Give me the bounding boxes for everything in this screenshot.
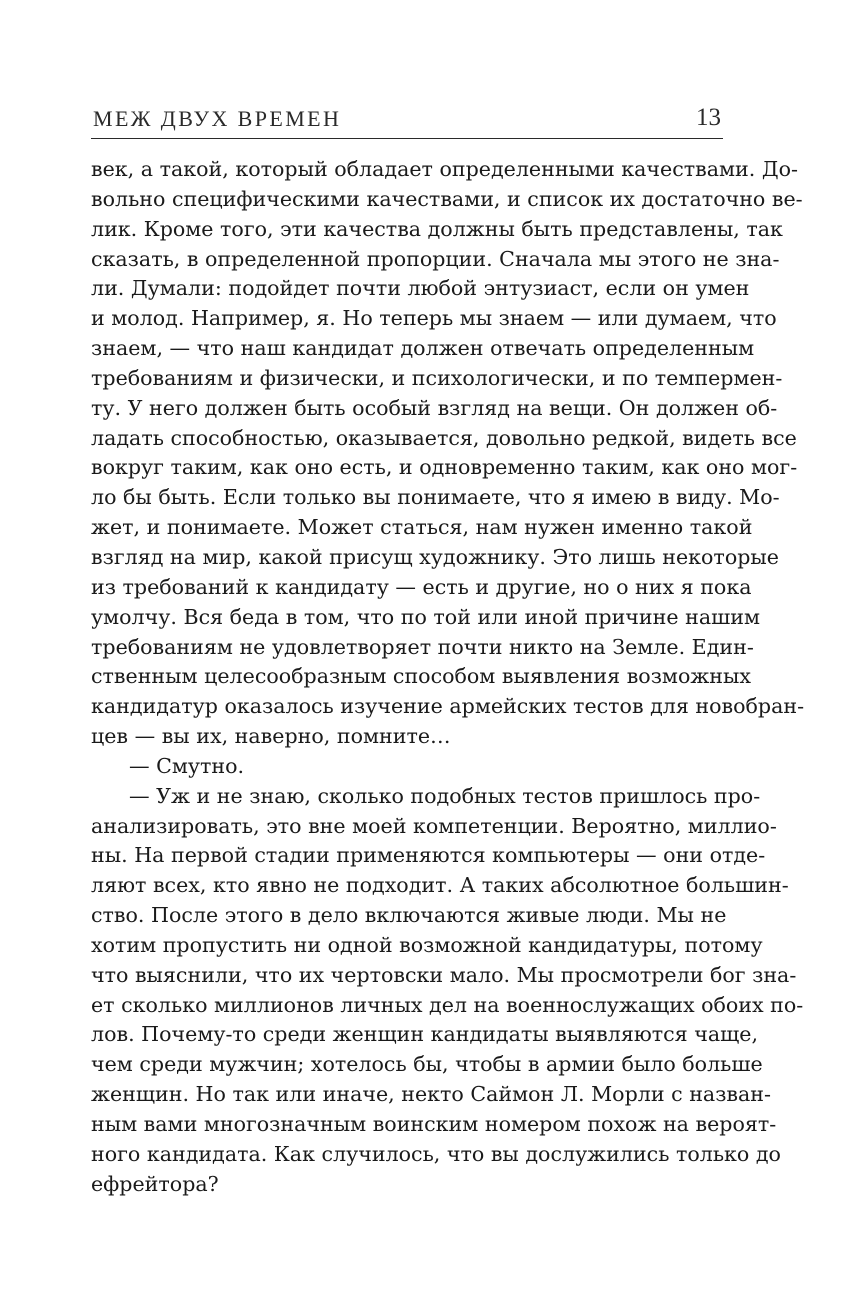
text-line: и молод. Например, я. Но теперь мы знаем — или думаем, что [91,306,777,331]
text-line: ладать способностью, оказывается, довольно редкой, видеть все [91,425,797,450]
text-line: ным вами многозначным воинским номером похож на вероят- [91,1112,777,1136]
text-line: требованиям не удовлетворяет почти никто на Земле. Един- [91,634,754,659]
text-line: ляют всех, кто явно не подходит. А таких абсолютное большин- [91,873,789,898]
running-title: МЕЖ ДВУХ ВРЕМЕН [93,106,342,131]
text-line: лов. Почему-то среди женщин кандидаты выявляются чаще, [91,1022,758,1047]
text-line: ственным целесообразным способом выявления возможных [91,664,752,689]
dialogue-line: — Уж и не знаю, сколько подобных тестов пришлось про- [129,783,761,808]
book-page [91,0,805,1312]
text-line: ту. У него должен быть особый взгляд на вещи. Он должен об- [91,395,778,420]
text-line: женщин. Но так или иначе, некто Саймон Л. Морли с назван- [91,1082,771,1107]
text-line: ет сколько миллионов личных дел на военнослужащих обоих по- [91,992,804,1017]
text-body [91,155,805,1200]
page-number: 13 [696,104,721,131]
text-line: хотим пропустить ни одной возможной кандидатуры, потому [91,932,763,957]
text-line: ны. На первой стадии применяются компьютеры — они отде- [91,843,766,868]
text-line: что выяснили, что их чертовски мало. Мы просмотрели бог зна- [91,962,797,987]
text-line: лик. Кроме того, эти качества должны быть представлены, так [91,216,783,241]
text-line: требованиям и физически, и психологически, и по темпермен- [91,365,783,390]
text-line: взгляд на мир, какой присущ художнику. Это лишь некоторые [91,544,779,569]
text-line: век, а такой, который обладает определенными качествами. До- [91,157,798,181]
text-line: вокруг таким, как оно есть, и одновременно таким, как оно мог- [91,455,798,480]
text-line: из требований к кандидату — есть и другие, но о них я пока [91,574,752,599]
text-line: умолчу. Вся беда в том, что по той или иной причине нашим [91,604,760,629]
text-line: знаем, — что наш кандидат должен отвечать определенным [91,336,755,361]
text-line: кандидатур оказалось изучение армейских тестов для новобран- [91,694,805,719]
text-line: сказать, в определенной пропорции. Сначала мы этого не зна- [91,246,780,271]
text-line: ство. После этого в дело включаются живые люди. Мы не [91,903,727,928]
text-line: цев — вы их, наверно, помните… [91,724,451,749]
text-line: вольно специфическими качествами, и список их достаточно ве- [91,186,803,211]
text-line: ли. Думали: подойдет почти любой энтузиаст, если он умен [91,276,750,301]
text-line: ефрейтора? [91,1171,219,1196]
running-head [91,100,723,139]
text-line: ного кандидата. Как случилось, что вы дослужились только до [91,1141,781,1166]
dialogue-line: — Смутно. [129,753,245,778]
text-line: чем среди мужчин; хотелось бы, чтобы в армии было больше [91,1052,763,1077]
text-line: анализировать, это вне моей компетенции. Вероятно, миллио- [91,813,777,838]
text-line: ло бы быть. Если только вы понимаете, что я имею в виду. Мо- [91,485,780,510]
text-line: жет, и понимаете. Может статься, нам нужен именно такой [91,515,753,540]
